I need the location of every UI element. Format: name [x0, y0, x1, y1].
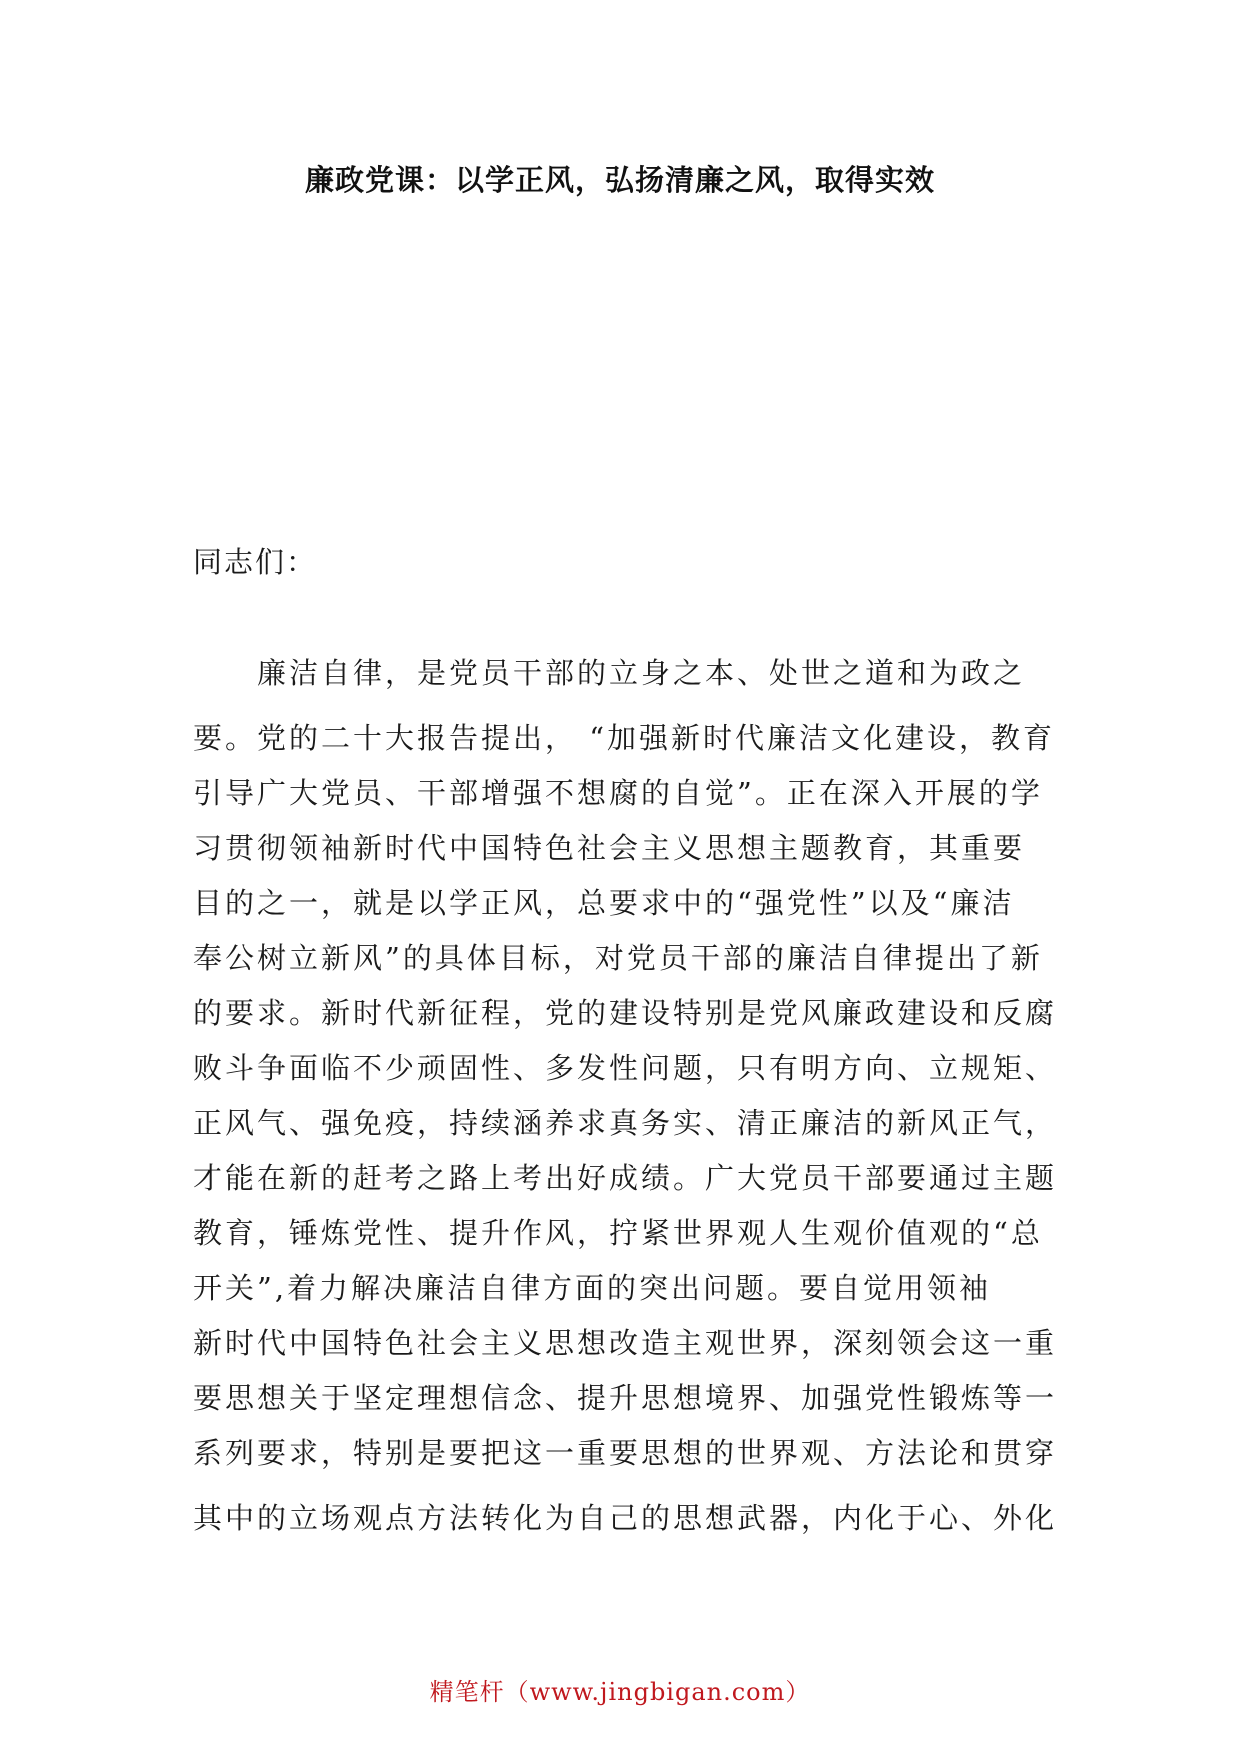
paragraph-line: 开关”,着力解决廉洁自律方面的突出问题。要自觉用领袖 — [193, 1271, 992, 1305]
paragraph-line: 引导广大党员、干部增强不想腐的自觉”。正在深入开展的学 — [193, 776, 1043, 810]
paragraph-line: 奉公树立新风”的具体目标，对党员干部的廉洁自律提出了新 — [193, 941, 1043, 975]
paragraph-line: 败斗争面临不少顽固性、多发性问题，只有明方向、立规矩、 — [193, 1051, 1058, 1085]
salutation: 同志们： — [193, 545, 318, 579]
paragraph-line: 习贯彻领袖新时代中国特色社会主义思想主题教育，其重要 — [193, 831, 1026, 865]
paragraph-line: 廉洁自律，是党员干部的立身之本、处世之道和为政之 — [257, 656, 1026, 690]
paragraph-line: 目的之一，就是以学正风，总要求中的“强党性”以及“廉洁 — [193, 886, 1015, 920]
footer-watermark[interactable]: 精笔杆（www.jingbigan.com） — [429, 1678, 811, 1706]
paragraph-line: 正风气、强免疫，持续涵养求真务实、清正廉洁的新风正气， — [193, 1106, 1058, 1140]
body-paragraph — [193, 646, 1058, 1546]
paragraph-line: 的要求。新时代新征程，党的建设特别是党风廉政建设和反腐 — [193, 996, 1058, 1030]
paragraph-line: 教育，锤炼党性、提升作风，拧紧世界观人生观价值观的“总 — [193, 1216, 1043, 1250]
paragraph-line: 系列要求，特别是要把这一重要思想的世界观、方法论和贯穿 — [193, 1436, 1058, 1470]
paragraph-line: 其中的立场观点方法转化为自己的思想武器，内化于心、外化 — [193, 1501, 1058, 1535]
paragraph-line: 要。党的二十大报告提出， “加强新时代廉洁文化建设，教育 — [193, 721, 1056, 755]
paragraph-line: 要思想关于坚定理想信念、提升思想境界、加强党性锻炼等一 — [193, 1381, 1058, 1415]
paragraph-line: 才能在新的赶考之路上考出好成绩。广大党员干部要通过主题 — [193, 1161, 1058, 1195]
document-title: 廉政党课：以学正风，弘扬清廉之风，取得实效 — [304, 163, 935, 197]
paragraph-line: 新时代中国特色社会主义思想改造主观世界，深刻领会这一重 — [193, 1326, 1058, 1360]
